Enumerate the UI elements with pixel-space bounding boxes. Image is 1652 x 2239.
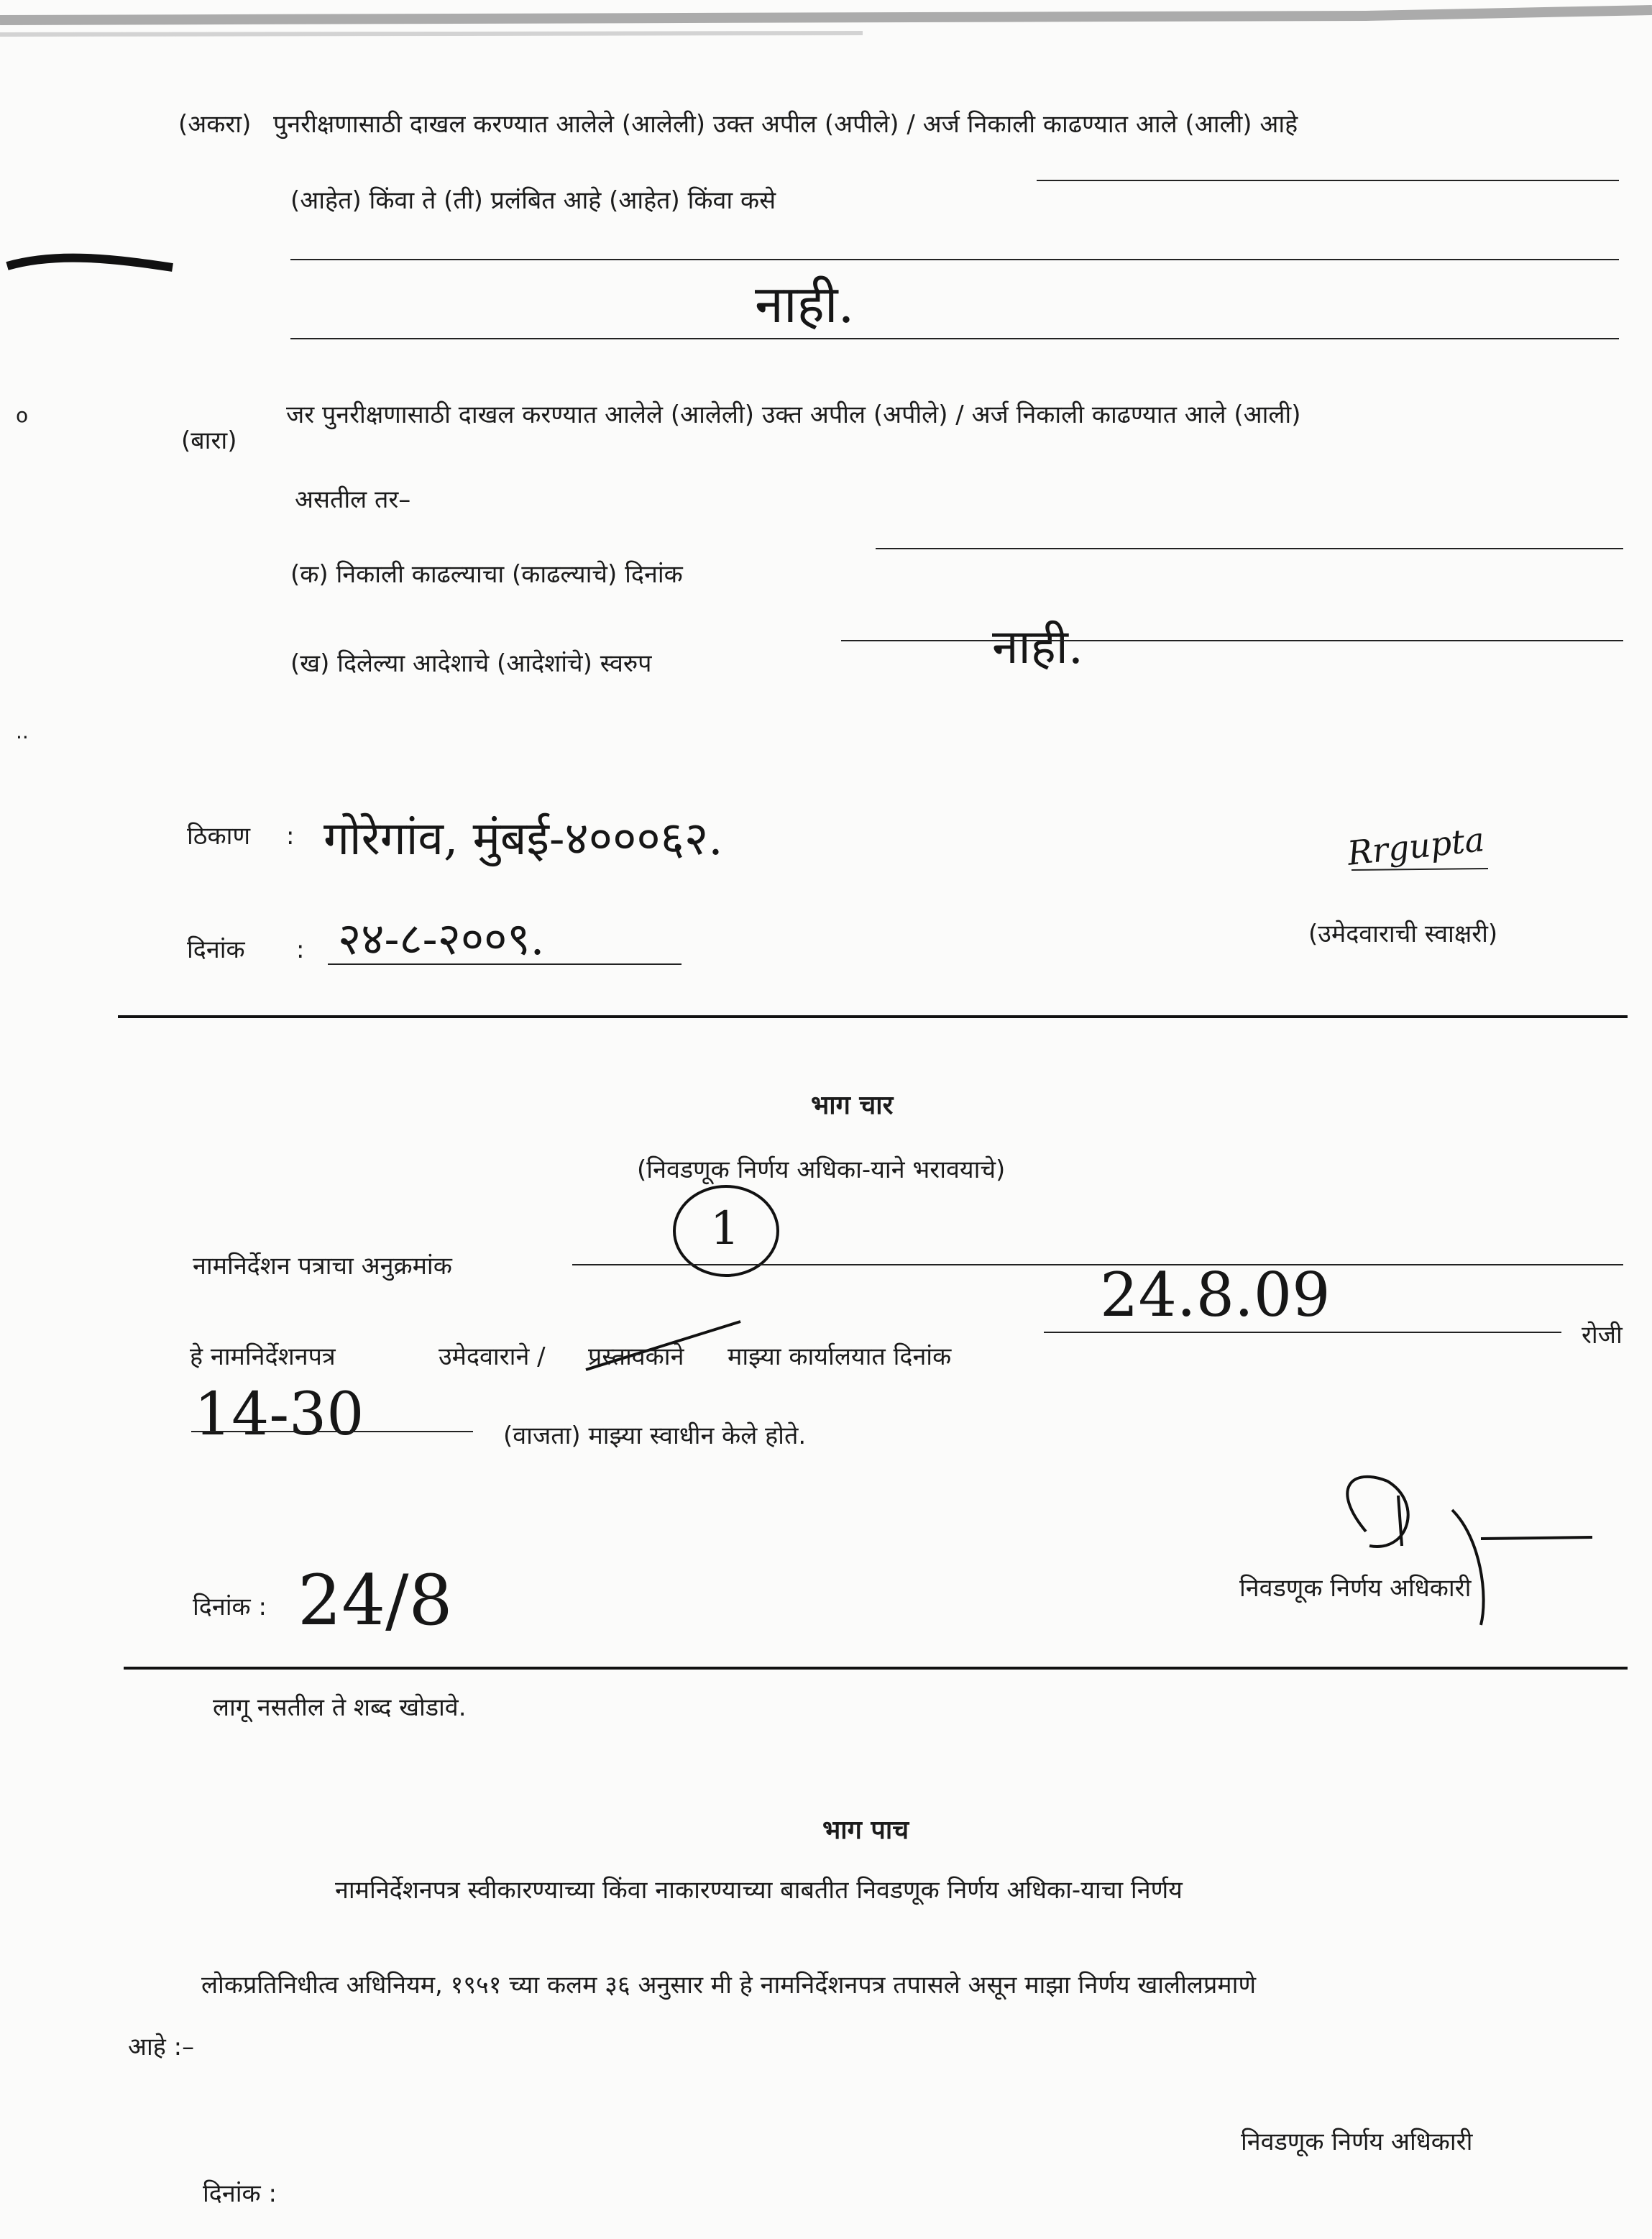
serial-label: नामनिर्देशन पत्राचा अनुक्रमांक	[193, 1252, 452, 1281]
section-11-line2: (आहेत) किंवा ते (ती) प्रलंबित आहे (आहेत) किंवा कसे	[290, 186, 776, 215]
section-11-handwritten-answer: नाही.	[755, 274, 855, 334]
section-12-line2: असतील तर–	[295, 485, 411, 514]
part-five-officer-label: निवडणूक निर्णय अधिकारी	[1241, 2128, 1473, 2156]
part-four-date-label: दिनांक :	[193, 1593, 267, 1621]
part-four-handwritten-date: 24/8	[298, 1560, 453, 1641]
part-five-subheading: नामनिर्देशनपत्र स्वीकारण्याच्या किंवा नाकारण्याच्या बाबतीत निवडणूक निर्णय अधिका-याचा निर्णय	[335, 1876, 1183, 1905]
section-11-line1: पुनरीक्षणासाठी दाखल करण्यात आलेले (आलेली) उक्त अपील (अपीले) / अर्ज निकाली काढण्यात आले (आली) आहे	[273, 110, 1298, 139]
submitted-suffix: माझ्या कार्यालयात दिनांक	[728, 1342, 952, 1371]
divider-rule-2	[124, 1667, 1628, 1670]
submitted-candidate: उमेदवाराने /	[439, 1342, 546, 1371]
time-handwritten-value: 14-30	[194, 1381, 364, 1449]
candidate-signature-caption: (उमेदवाराची स्वाक्षरी)	[1308, 920, 1498, 948]
part-five-heading: भाग पाच	[822, 1816, 909, 1845]
time-rule	[191, 1431, 473, 1432]
officer-signature-mark	[1347, 1477, 1592, 1625]
part-four-heading: भाग चार	[811, 1091, 894, 1120]
part-five-body-line2: आहे :–	[128, 2033, 195, 2061]
section-11-number: (अकरा)	[178, 110, 252, 139]
submitted-handwritten-date: 24.8.09	[1100, 1260, 1331, 1330]
place-colon: :	[286, 822, 295, 851]
margin-mark-dots: ..	[16, 720, 29, 743]
date-label: दिनांक	[187, 935, 245, 964]
section-12-line1: जर पुनरीक्षणासाठी दाखल करण्यात आलेले (आलेली) उक्त अपील (अपीले) / अर्ज निकाली काढण्यात आले (आली)	[286, 400, 1301, 429]
serial-handwritten-value: 1	[710, 1202, 740, 1255]
section-12-item-kha-rule	[841, 640, 1623, 641]
date-handwritten-value: २४-८-२००९.	[338, 912, 545, 965]
section-11-answer-rule-1	[1037, 180, 1619, 181]
part-four-subheading: (निवडणूक निर्णय अधिका-याने भरावयाचे)	[637, 1155, 1006, 1184]
section-12-item-ka: (क) निकाली काढल्याचा (काढल्याचे) दिनांक	[290, 560, 683, 589]
date-colon: :	[296, 935, 305, 964]
candidate-signature: Rrgupta	[1345, 820, 1487, 873]
section-12-number: (बारा)	[181, 426, 237, 455]
roji-label: रोजी	[1582, 1321, 1623, 1350]
date-underline	[328, 963, 682, 965]
section-11-answer-rule-2	[290, 259, 1619, 260]
section-11-answer-rule-3	[290, 338, 1619, 339]
margin-mark-o: o	[16, 403, 29, 427]
part-four-officer-label: निवडणूक निर्णय अधिकारी	[1239, 1574, 1472, 1603]
submitted-date-rule	[1044, 1332, 1561, 1333]
place-handwritten-value: गोरेगांव, मुंबई-४०००६२.	[323, 812, 723, 866]
submitted-struck-word: प्रस्तावकाने	[588, 1342, 684, 1371]
submitted-prefix: हे नामनिर्देशनपत्र	[190, 1342, 336, 1371]
place-label: ठिकाण	[187, 822, 251, 851]
divider-rule-1	[118, 1015, 1628, 1018]
footnote: लागू नसतील ते शब्द खोडावे.	[213, 1693, 467, 1722]
section-12-item-kha: (ख) दिलेल्या आदेशाचे (आदेशांचे) स्वरुप	[290, 649, 652, 678]
serial-rule	[572, 1264, 1623, 1265]
section-12-handwritten-answer: नाही.	[992, 619, 1083, 674]
part-five-body-line1: लोकप्रतिनिधीत्व अधिनियम, १९५१ च्या कलम ३६ अनुसार मी हे नामनिर्देशनपत्र तपासले असून माझा निर्णय खालीलप्रमाणे	[201, 1971, 1257, 2000]
section-12-item-ka-rule	[876, 548, 1623, 549]
time-suffix: (वाजता) माझ्या स्वाधीन केले होते.	[503, 1421, 807, 1450]
part-five-date-label: दिनांक :	[203, 2179, 277, 2208]
